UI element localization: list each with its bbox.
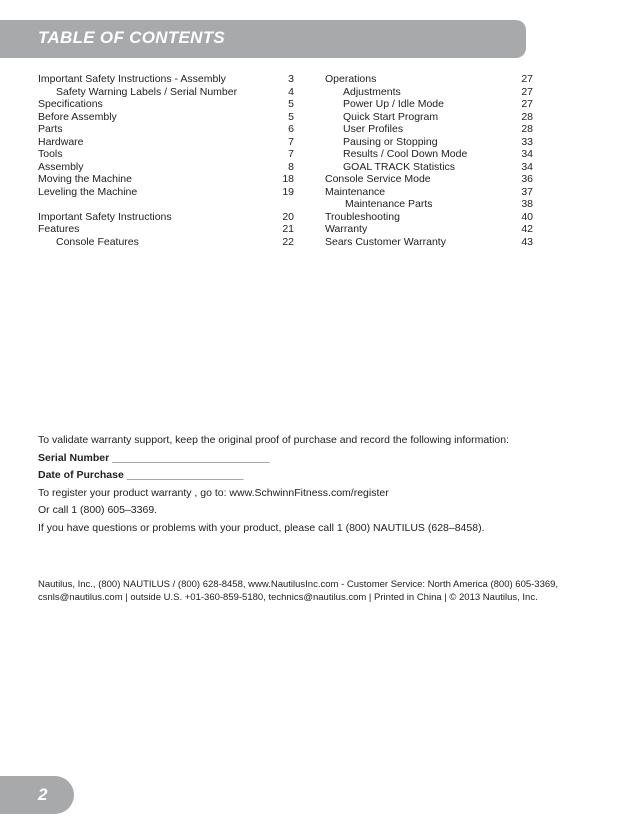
toc-entry: [325, 86, 533, 99]
toc-left-column: [38, 73, 294, 248]
toc-entry-page: 37: [521, 185, 533, 198]
warranty-info: [38, 434, 598, 539]
toc-entry-label: Console Features: [56, 235, 139, 248]
toc-entry-page: 21: [282, 223, 294, 235]
toc-entry: [325, 186, 533, 199]
toc-entry: [325, 148, 533, 161]
toc-right-column: [325, 73, 533, 248]
toc-entry-label: User Profiles: [343, 123, 404, 135]
toc-entry: [325, 223, 533, 236]
toc-entry-label: Safety Warning Labels / Serial Number: [56, 85, 238, 98]
toc-entry-page: 27: [521, 73, 533, 85]
date-of-purchase-line: Date of Purchase ____________________: [38, 469, 244, 481]
toc-entry: [325, 111, 533, 124]
toc-entry-page: 8: [288, 160, 294, 173]
toc-entry-page: 38: [521, 198, 533, 210]
serial-number-line: Serial Number ___________________________: [38, 451, 270, 464]
toc-entry: [325, 161, 533, 174]
company-footer: [38, 578, 618, 604]
page-title: TABLE OF CONTENTS: [38, 28, 226, 47]
toc-entry-page: 22: [282, 235, 294, 248]
toc-entry-page: 4: [288, 85, 294, 98]
toc-entry-label: Quick Start Program: [343, 110, 439, 123]
toc-entry: [38, 86, 294, 99]
toc-entry-page: 3: [288, 73, 294, 85]
toc-entry-page: 34: [521, 160, 533, 173]
toc-entry: [38, 73, 294, 86]
toc-entry: [38, 111, 294, 124]
toc-entry-label: Important Safety Instructions: [38, 210, 172, 223]
toc-entry-page: 18: [282, 173, 294, 185]
toc-entry: [38, 211, 294, 224]
toc-entry-label: Pausing or Stopping: [343, 135, 438, 148]
toc-entry-label: Warranty: [325, 223, 368, 235]
toc-entry-label: Maintenance: [325, 185, 386, 198]
register-text: To register your product warranty , go to: www.SchwinnFitness.com/register: [38, 486, 389, 499]
toc-entry: [38, 173, 294, 186]
toc-entry-page: 36: [521, 173, 533, 185]
toc-entry: [325, 98, 533, 111]
toc-entry-page: 27: [521, 98, 533, 110]
toc-entry: [325, 136, 533, 149]
toc-entry: [38, 123, 294, 136]
call-text: Or call 1 (800) 605–3369.: [38, 504, 158, 516]
toc-entry-page: 40: [521, 210, 533, 223]
page-number-tab: [0, 776, 74, 814]
warranty-intro: To validate warranty support, keep the original proof of purchase and record the following information:: [38, 434, 510, 446]
toc-entry-page: 5: [288, 98, 294, 110]
toc-entry: [325, 198, 533, 211]
toc-entry-page: 7: [288, 148, 294, 160]
toc-entry-label: Troubleshooting: [325, 210, 400, 223]
toc-entry-label: Before Assembly: [38, 110, 117, 123]
toc-entry-page: 43: [521, 235, 533, 248]
toc-entry: [38, 198, 294, 211]
footer-line-2: csnls@nautilus.com | outside U.S. +01-360-859-5180, technics@nautilus.com | Printed in China | © 2013 Nautilus, Inc.: [38, 592, 538, 603]
toc-entry: [38, 223, 294, 236]
toc-entry-page: 28: [521, 123, 533, 135]
questions-text: If you have questions or problems with your product, please call 1 (800) NAUTILUS (628–8458).: [38, 521, 485, 534]
toc-entry-page: 34: [521, 148, 533, 160]
toc-entry: [38, 236, 294, 249]
toc-entry-page: 28: [521, 110, 533, 123]
page-number: 2: [38, 785, 48, 804]
toc-entry-label: Parts: [38, 123, 63, 135]
toc-entry-page: 7: [288, 135, 294, 148]
toc-entry-label: Tools: [38, 148, 63, 160]
toc-entry: [38, 136, 294, 149]
toc-entry-label: Important Safety Instructions - Assembly: [38, 73, 226, 85]
toc-entry-label: Operations: [325, 73, 377, 85]
toc-entry-label: Features: [38, 223, 80, 235]
toc-entry-label: Adjustments: [343, 85, 401, 98]
toc-entry: [38, 161, 294, 174]
toc-entry: [325, 123, 533, 136]
toc-entry-label: Leveling the Machine: [38, 185, 138, 198]
toc-entry: [325, 73, 533, 86]
toc-entry: [325, 236, 533, 249]
toc-entry-label: Assembly: [38, 160, 84, 173]
toc-entry-label: Hardware: [38, 135, 84, 148]
toc-entry-page: 6: [288, 123, 294, 135]
toc-entry: [325, 211, 533, 224]
footer-line-1: Nautilus, Inc., (800) NAUTILUS / (800) 628-8458, www.NautilusInc.com - Customer Service: North America (800) 605-3369,: [38, 579, 559, 590]
header-bar: [0, 20, 526, 58]
toc-entry-label: GOAL TRACK Statistics: [343, 160, 456, 173]
toc-entry-label: Moving the Machine: [38, 173, 132, 185]
toc-entry-label: Results / Cool Down Mode: [343, 148, 468, 160]
toc-entry-page: 42: [521, 223, 533, 235]
toc-entry-page: 20: [282, 210, 294, 223]
toc-entry-label: Specifications: [38, 98, 103, 110]
toc-entry: [325, 173, 533, 186]
toc-entry-label: Maintenance Parts: [345, 198, 433, 210]
toc-entry-label: Console Service Mode: [325, 173, 431, 185]
toc-entry: [38, 186, 294, 199]
toc-entry-label: Power Up / Idle Mode: [343, 98, 444, 110]
toc-entry-label: Sears Customer Warranty: [325, 235, 446, 248]
toc-entry: [38, 98, 294, 111]
toc-entry: [38, 148, 294, 161]
toc-entry-page: 33: [521, 135, 533, 148]
toc-entry-page: 5: [288, 110, 294, 123]
toc-entry-page: 27: [521, 85, 533, 98]
toc-entry-page: 19: [282, 185, 294, 198]
